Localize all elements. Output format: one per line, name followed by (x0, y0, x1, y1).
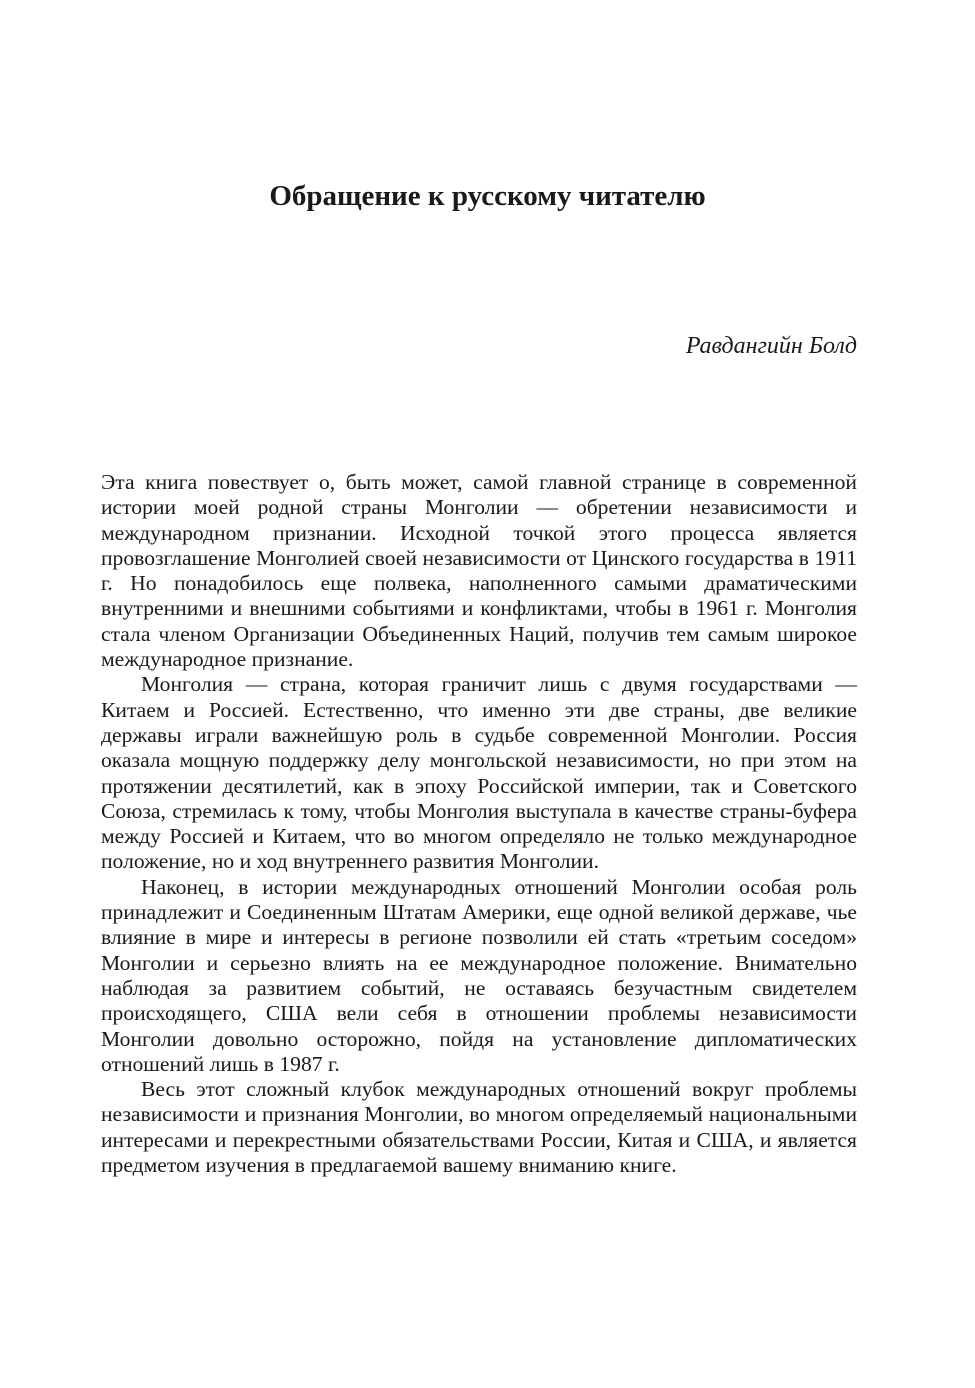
body-text (101, 470, 857, 1178)
paragraph-2: Монголия — страна, которая граничит лишь с двумя государствами — Китаем и Россией. Естественно, что именно эти две страны, две великие державы играли важнейшую роль в судьбе современной Монголии. Россия оказала мощную поддержку делу монгольской независимости, но при этом на протяжении десятилетий, как в эпоху Российской империи, так и Советского Союза, стремилась к тому, чтобы Монголия выступала в качестве страны-буфера между Россией и Китаем, что во многом определяло не только международное положение, но и ход внутреннего развития Монголии. (101, 672, 857, 874)
page-title: Обращение к русскому читателю (269, 180, 706, 212)
paragraph-1: Эта книга повествует о, быть может, самой главной странице в современной истории моей родной страны Монголии — обретении независимости и международном признании. Исходной точкой этого процесса является провозглашение Монголией своей независимости от Цинского государства в 1911 г. Но понадобилось еще полвека, наполненного самыми драматическими внутренними и внешними событиями и конфликтами, чтобы в 1961 г. Монголия стала членом Организации Объединенных Наций, получив тем самым широкое международное признание. (101, 470, 857, 672)
paragraph-4: Весь этот сложный клубок международных отношений вокруг проблемы независимости и признания Монголии, во многом определяемый национальными интересами и перекрестными обязательствами России, Китая и США, и является предметом изучения в предлагаемой вашему вниманию книге. (101, 1077, 857, 1178)
paragraph-3: Наконец, в истории международных отношений Монголии особая роль принадлежит и Соединенным Штатам Америки, еще одной великой державе, чье влияние в мире и интересы в регионе позволили ей стать «третьим соседом» Монголии и серьезно влиять на ее международное положение. Внимательно наблюдая за развитием событий, не оставаясь безучастным свидетелем происходящего, США вели себя в отношении проблемы независимости Монголии довольно осторожно, пойдя на установление дипломатических отношений лишь в 1987 г. (101, 874, 857, 1076)
author-name: Равдангийн Болд (685, 333, 857, 359)
